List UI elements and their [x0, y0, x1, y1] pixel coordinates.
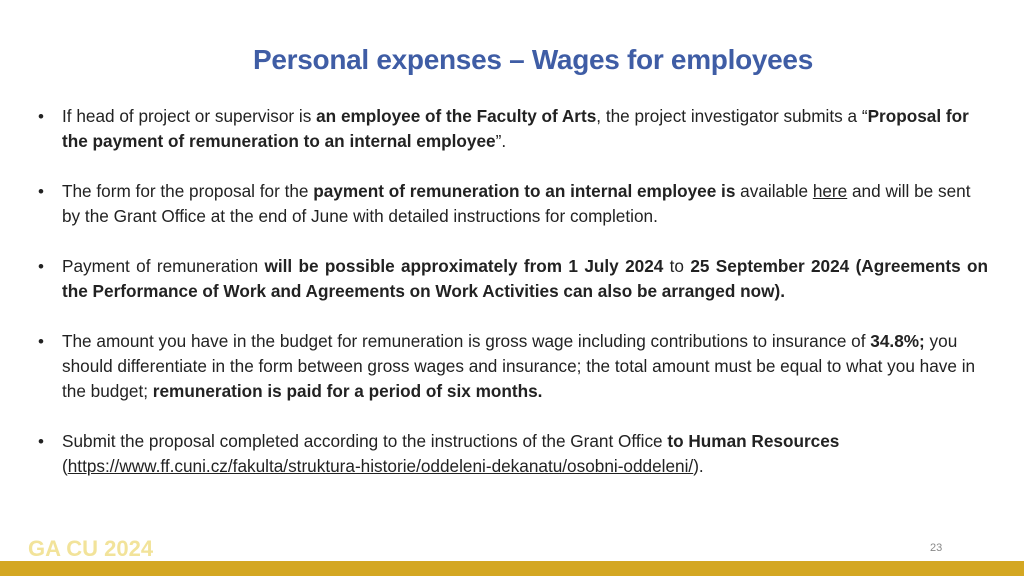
- bullet-3-bold-from: will be possible approximately from 1 July 2024: [264, 256, 664, 276]
- bullet-dot-icon: •: [38, 432, 44, 451]
- bullet-1-text-2: , the project investigator submits a “: [596, 106, 868, 126]
- bullet-2-bold-payment: payment of remuneration to an internal employee is: [313, 181, 736, 201]
- bullet-5-text-3: ).: [693, 456, 704, 476]
- bullet-2-text-3: and will be sent by the Grant Office at the end of June with detailed instructions for completion.: [62, 181, 971, 226]
- bullet-2-text: The form for the proposal for the: [62, 181, 314, 201]
- bullet-dot-icon: •: [38, 332, 44, 351]
- page-number: 23: [930, 542, 943, 554]
- bullet-3-text-2: to: [663, 256, 691, 276]
- bullet-dot-icon: •: [38, 107, 44, 126]
- bullet-3-bold-to: 25 September 2024 (Agreements on the Performance of Work and Agreements on Work Activities can also be arranged now).: [62, 256, 988, 301]
- bullet-4-bold-percent: 34.8%;: [870, 331, 925, 351]
- bullet-1-bold-faculty: an employee of the Faculty of Arts: [316, 106, 597, 126]
- bullet-5-bold-hr: to Human Resources: [667, 431, 840, 451]
- footer-label: GA CU 2024: [28, 536, 154, 561]
- footer-bar: [0, 561, 1024, 576]
- bullet-item-5: [36, 429, 988, 479]
- bullet-3-text: Payment of remuneration: [62, 256, 265, 276]
- bullet-5-text: Submit the proposal completed according to the instructions of the Grant Office: [62, 431, 668, 451]
- bullet-1-text-3: ”.: [495, 131, 507, 151]
- hr-url-link[interactable]: https://www.ff.cuni.cz/fakulta/struktura-historie/oddeleni-dekanatu/osobni-oddeleni/: [67, 456, 694, 476]
- bullet-5-text-2: (: [62, 456, 68, 476]
- bullet-item-3: [36, 254, 988, 304]
- bullet-item-4: [36, 329, 988, 404]
- bullet-item-2: [36, 179, 988, 229]
- bullet-4-text-2: you should differentiate in the form between gross wages and insurance; the total amount must be equal to what you have in the budget;: [62, 331, 976, 401]
- bullet-4-text: The amount you have in the budget for remuneration is gross wage including contributions to insurance of: [62, 331, 871, 351]
- bullet-dot-icon: •: [38, 182, 44, 201]
- bullet-2-text-2: available: [735, 181, 813, 201]
- slide-title: Personal expenses – Wages for employees: [253, 44, 813, 75]
- bullet-item-1: [36, 104, 988, 154]
- bullet-1-text: If head of project or supervisor is: [62, 106, 317, 126]
- here-link[interactable]: here: [812, 181, 848, 201]
- bullet-dot-icon: •: [38, 257, 44, 276]
- bullet-1-bold-proposal: Proposal for the payment of remuneration to an internal employee: [62, 106, 969, 151]
- bullet-list: [36, 104, 988, 504]
- bullet-4-bold-period: remuneration is paid for a period of six months.: [152, 381, 543, 401]
